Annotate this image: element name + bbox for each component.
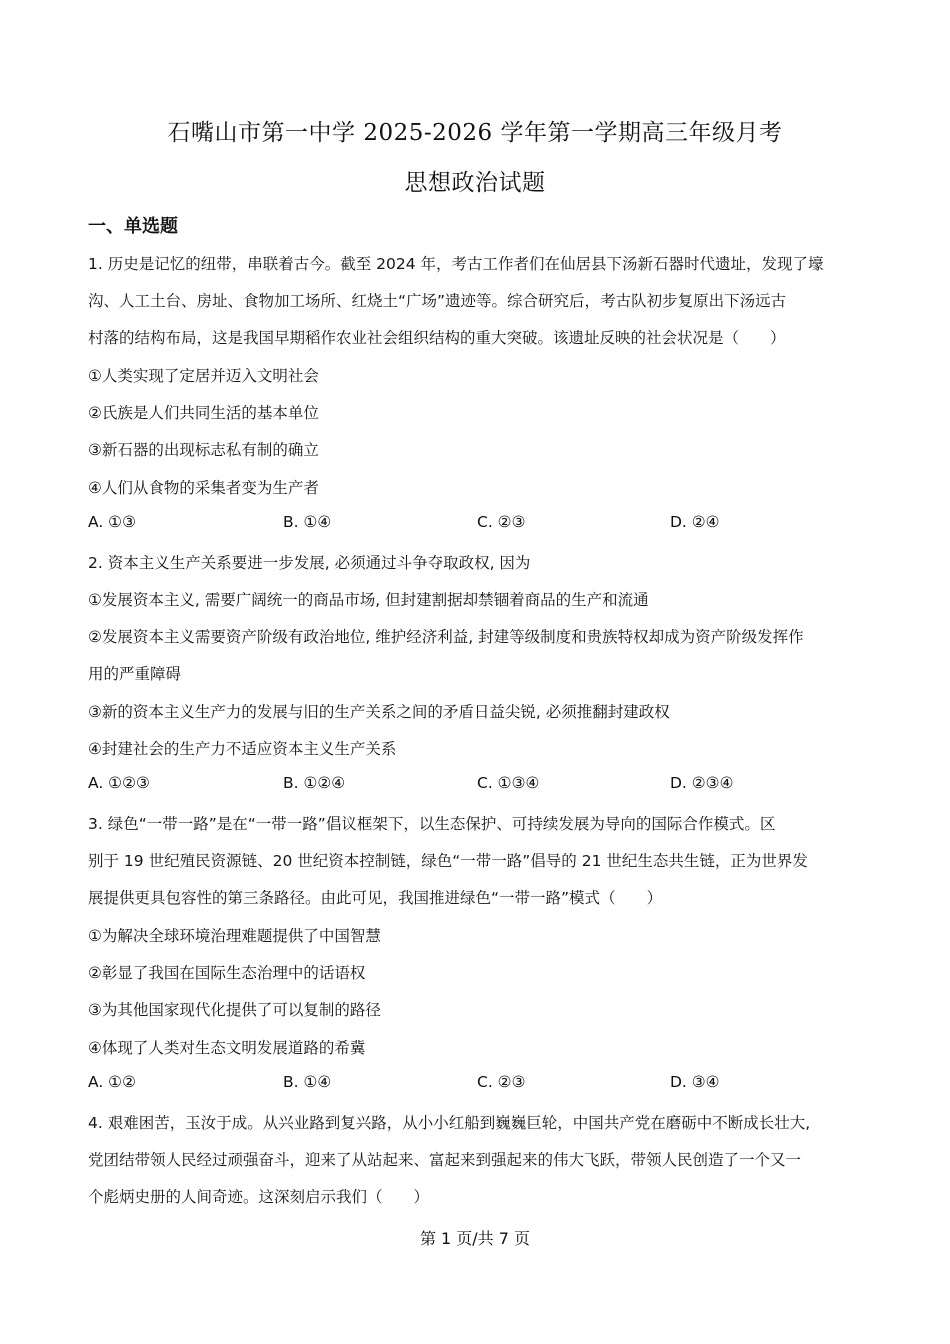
question-2-options <box>88 774 888 796</box>
question-1-stem-line-1: 1. 历史是记忆的纽带，串联着古今。截至 2024 年，考古工作者们在仙居县下汤新石器时代遗址，发现了壕 <box>88 255 824 273</box>
question-3-option-d: D. ③④ <box>670 1073 720 1091</box>
question-2-item-4: ④封建社会的生产力不适应资本主义生产关系 <box>88 740 397 758</box>
exam-subtitle: 思想政治试题 <box>404 170 546 196</box>
question-3-item-2: ②彰显了我国在国际生态治理中的话语权 <box>88 964 366 982</box>
page-number: 第 1 页/共 7 页 <box>419 1229 531 1248</box>
question-3-stem-line-1: 3. 绿色“一带一路”是在“一带一路”倡议框架下，以生态保护、可持续发展为导向的国际合作模式。区 <box>88 815 776 833</box>
question-1-item-4: ④人们从食物的采集者变为生产者 <box>88 479 319 497</box>
question-4-stem-line-3: 个彪炳史册的人间奇迹。这深刻启示我们（ ） <box>88 1188 430 1206</box>
question-4-stem-line-2: 党团结带领人民经过顽强奋斗，迎来了从站起来、富起来到强起来的伟大飞跃，带领人民创造了一个又一 <box>88 1151 802 1169</box>
question-1-options <box>88 513 888 535</box>
question-2-option-c: C. ①③④ <box>477 774 540 792</box>
question-3-stem-line-3: 展提供更具包容性的第三条路径。由此可见，我国推进绿色“一带一路”模式（ ） <box>88 889 663 907</box>
question-2-item-2: ②发展资本主义需要资产阶级有政治地位, 维护经济利益, 封建等级制度和贵族特权却成为资产阶级发挥作 <box>88 628 804 646</box>
question-2-stem-line-1: 2. 资本主义生产关系要进一步发展, 必须通过斗争夺取政权, 因为 <box>88 554 531 572</box>
question-1-option-d: D. ②④ <box>670 513 720 531</box>
question-2-item-2-cont: 用的严重障碍 <box>88 665 182 683</box>
question-2-item-3: ③新的资本主义生产力的发展与旧的生产关系之间的矛盾日益尖锐, 必须推翻封建政权 <box>88 703 670 721</box>
question-1-option-a: A. ①③ <box>88 513 136 531</box>
question-3-option-c: C. ②③ <box>477 1073 526 1091</box>
question-3-option-b: B. ①④ <box>283 1073 332 1091</box>
exam-title: 石嘴山市第一中学 2025-2026 学年第一学期高三年级月考 <box>167 120 783 146</box>
question-4-stem-line-1: 4. 艰难困苦，玉汝于成。从兴业路到复兴路，从小小红船到巍巍巨轮，中国共产党在磨砺中不断成长壮大, <box>88 1114 811 1132</box>
question-1-option-c: C. ②③ <box>477 513 526 531</box>
section-heading: 一、单选题 <box>88 216 178 237</box>
question-3-option-a: A. ①② <box>88 1073 136 1091</box>
question-2-item-1: ①发展资本主义, 需要广阔统一的商品市场, 但封建割据却禁锢着商品的生产和流通 <box>88 591 649 609</box>
question-1-item-2: ②氏族是人们共同生活的基本单位 <box>88 404 319 422</box>
question-2-option-d: D. ②③④ <box>670 774 734 792</box>
question-3-stem-line-2: 别于 19 世纪殖民资源链、20 世纪资本控制链，绿色“一带一路”倡导的 21 世纪生态共生链，正为世界发 <box>88 852 808 870</box>
question-1-item-3: ③新石器的出现标志私有制的确立 <box>88 441 319 459</box>
question-3-item-3: ③为其他国家现代化提供了可以复制的路径 <box>88 1001 381 1019</box>
question-3-options <box>88 1073 888 1095</box>
question-1-item-1: ①人类实现了定居并迈入文明社会 <box>88 367 319 385</box>
question-1-stem-line-2: 沟、人工土台、房址、食物加工场所、红烧土“广场”遗迹等。综合研究后，考古队初步复原出下汤远古 <box>88 292 787 310</box>
question-3-item-1: ①为解决全球环境治理难题提供了中国智慧 <box>88 927 381 945</box>
question-3-item-4: ④体现了人类对生态文明发展道路的希冀 <box>88 1039 366 1057</box>
question-2-option-a: A. ①②③ <box>88 774 150 792</box>
question-1-stem-line-3: 村落的结构布局，这是我国早期稻作农业社会组织结构的重大突破。该遗址反映的社会状况是（ ） <box>88 329 786 347</box>
question-2-option-b: B. ①②④ <box>283 774 346 792</box>
question-1-option-b: B. ①④ <box>283 513 332 531</box>
